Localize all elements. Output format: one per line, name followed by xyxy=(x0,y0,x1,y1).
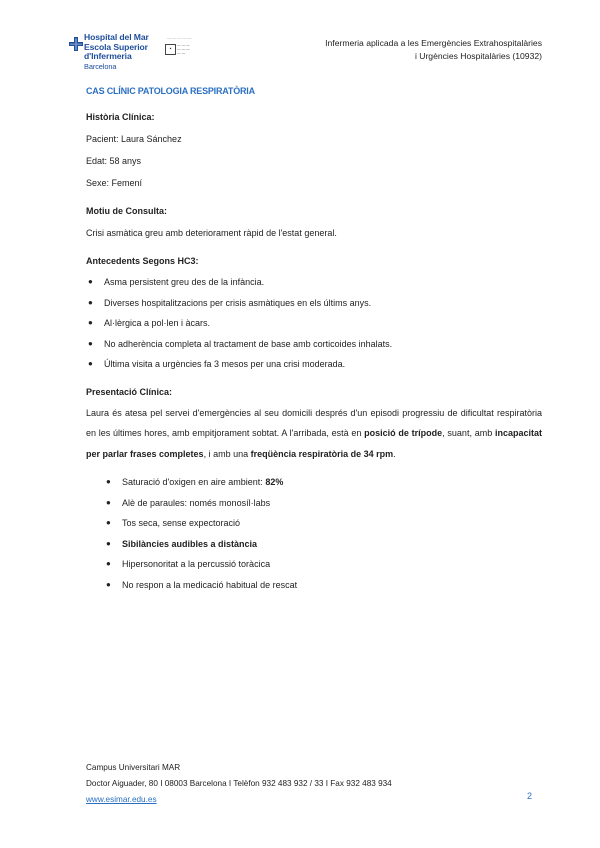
reason-text: Crisi asmàtica greu amb deteriorament ràpid de l'estat general. xyxy=(86,228,337,238)
reason-heading: Motiu de Consulta: xyxy=(86,206,167,216)
upf-mark-icon: ▪ xyxy=(165,44,176,55)
history-heading: Història Clínica: xyxy=(86,112,155,122)
page-number: 2 xyxy=(526,791,532,801)
list-item: ● Tos seca, sense expectoració xyxy=(86,513,542,534)
list-item: ● No adherència completa al tractament de base amb corticoides inhalats. xyxy=(86,334,542,355)
logo-line-3: d'Infermeria xyxy=(84,51,132,62)
bullet-icon: ● xyxy=(106,579,111,589)
website-link[interactable]: www.esimar.edu.es xyxy=(86,795,157,804)
patient-sex: Sexe: Femení xyxy=(86,178,143,188)
list-item: ● Diverses hospitalitzacions per crisis asmàtiques en els últims anys. xyxy=(86,293,542,314)
university-affiliate-logo: — — — — — ▪ — — — — — — — — xyxy=(167,35,192,56)
list-item: ● Hipersonoritat a la percussió toràcica xyxy=(86,554,542,575)
logo-line-4: Barcelona xyxy=(84,61,117,71)
course-subtitle: i Urgències Hospitalàries (10932) xyxy=(414,51,542,61)
case-title: CAS CLÍNIC PATOLOGIA RESPIRATÒRIA xyxy=(86,86,255,96)
logo-line-2: Escola Superior xyxy=(84,41,148,52)
course-header xyxy=(325,37,542,63)
list-item: ● Asma persistent greu des de la infància. xyxy=(86,272,542,293)
patient-age: Edat: 58 anys xyxy=(86,156,142,166)
footer-campus: Campus Universitari MAR xyxy=(86,763,181,772)
bullet-icon: ● xyxy=(106,497,111,507)
logo-line-1: Hospital del Mar xyxy=(84,32,149,42)
list-item: ● Al·lèrgica a pol·len i àcars. xyxy=(86,313,542,334)
bullet-icon: ● xyxy=(88,277,93,286)
bullet-icon: ● xyxy=(88,338,93,348)
antecedents-heading: Antecedents Segons HC3: xyxy=(86,256,199,266)
bullet-icon: ● xyxy=(106,559,111,568)
bullet-icon: ● xyxy=(88,359,93,368)
presentation-paragraph: Laura és atesa pel servei d'emergències al seu domicili després d'un episodi progressiu de dificultat respiratòria en les últimes hores, amb empitjorament sobtat. A l'arribada, està en posició de trípode, suant, amb incapacitat per parlar frases completes, i amb una freqüència respiratòria de 34 rpm. xyxy=(86,407,542,459)
page-footer xyxy=(86,760,542,808)
antecedents-list xyxy=(86,272,542,375)
bullet-icon: ● xyxy=(88,318,93,327)
course-title: Infermeria aplicada a les Emergències Extrahospitalàries xyxy=(325,38,542,48)
list-item: ● Sibilàncies audibles a distància xyxy=(86,534,542,555)
bullet-icon: ● xyxy=(106,538,111,548)
document-body xyxy=(86,86,542,595)
clinical-signs-list xyxy=(86,472,542,595)
bullet-icon: ● xyxy=(106,518,111,527)
footer-address: Doctor Aiguader, 80 I 08003 Barcelona I Telèfon 932 483 932 / 33 I Fax 932 483 934 xyxy=(86,779,392,788)
list-item: ● Saturació d'oxigen en aire ambient: 82% xyxy=(86,472,542,493)
list-item: ● No respon a la medicació habitual de rescat xyxy=(86,575,542,596)
hospital-cross-icon xyxy=(68,36,84,52)
patient-name: Pacient: Laura Sánchez xyxy=(86,134,182,144)
institution-logo xyxy=(68,33,218,71)
list-item: ● Última visita a urgències fa 3 mesos per una crisi moderada. xyxy=(86,354,542,375)
bullet-icon: ● xyxy=(88,297,93,307)
bullet-icon: ● xyxy=(106,477,111,486)
presentation-heading: Presentació Clínica: xyxy=(86,386,173,397)
list-item: ● Alè de paraules: només monosíl·labs xyxy=(86,493,542,514)
